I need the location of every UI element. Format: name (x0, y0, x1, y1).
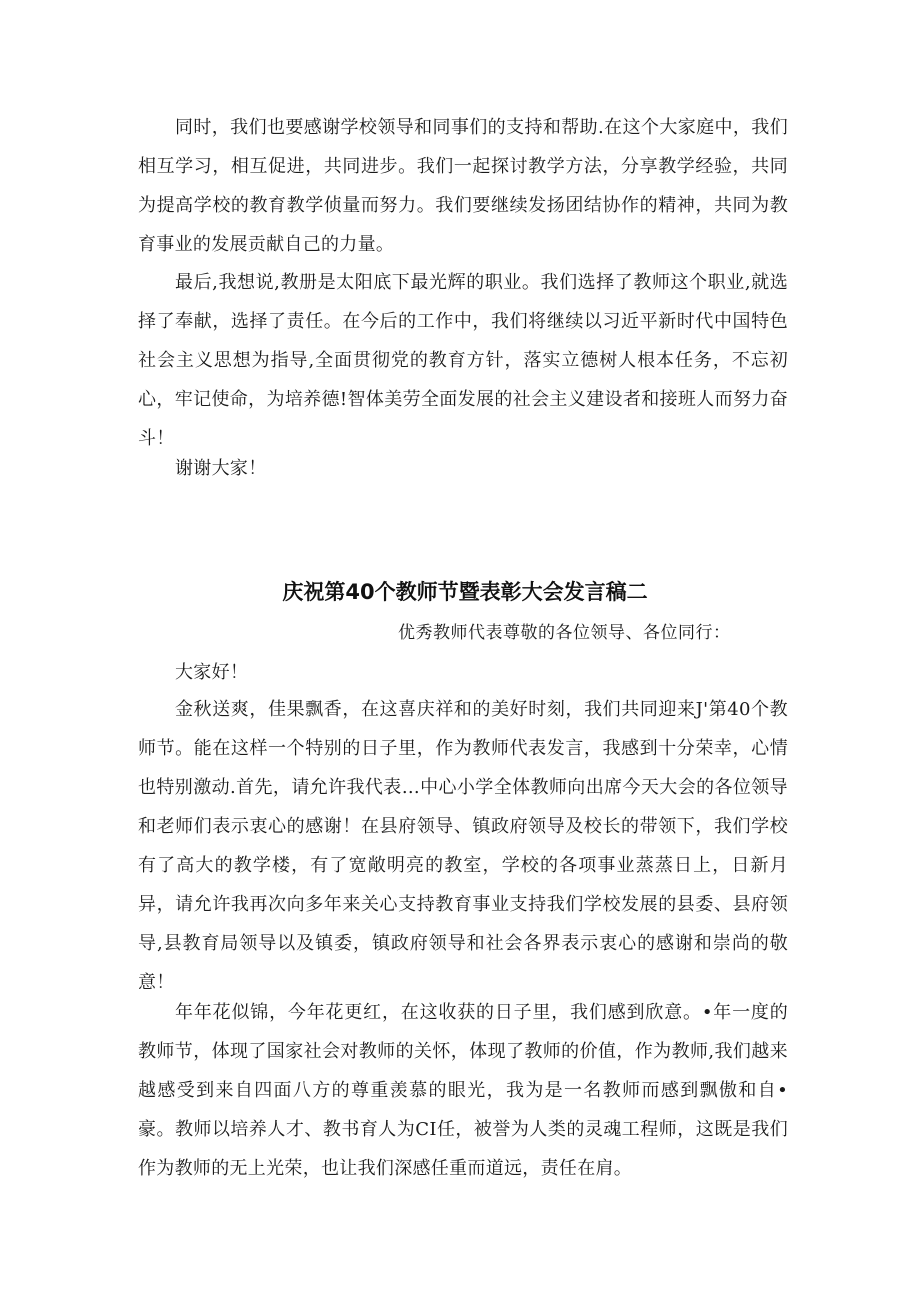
paragraph-text: 同时，我们也要感谢学校领导和同事们的支持和帮助.在这个大家庭中，我们相互学习，相互促进，共同进步。我们一起探讨教学方法，分享教学经验，共同为提高学校的教育教学侦量而努力。我们要继续发扬团结协作的精神，共同为教育事业的发展贡献自己的力量。 (138, 117, 788, 255)
paragraph-thanks-colleagues (138, 108, 788, 264)
paragraph-greeting (138, 653, 788, 692)
paragraph-thank-you (138, 449, 788, 488)
paragraph-closing (138, 263, 788, 458)
speech-subtitle: 优秀教师代表尊敬的各位领导、各位同行： (398, 623, 731, 643)
paragraph-text: 金秋送爽，佳果飘香，在这喜庆祥和的美好时刻，我们共同迎来J'第40个教师节。能在这样一个特别的日子里，作为教师代表发言，我感到十分荣幸，心情也特别激动.首先，请允许我代表…中心小学全体教师向出席今天大会的各位领导和老师们表示衷心的感谢！在县府领导、镇政府领导及校长的带领下，我们学校有了高大的教学楼，有了宽敞明亮的教室，学校的各项事业蒸蒸日上，日新月异，请允许我再次向多年来关心支持教育事业支持我们学校发展的县委、县府领导,县教育局领导以及镇委，镇政府领导和社会各界表示衷心的感谢和崇尚的敬意！ (138, 699, 788, 993)
paragraph-text: 最后,我想说,教册是太阳底下最光辉的职业。我们选择了教师这个职业,就选择了奉献，选择了责任。在今后的工作中，我们将继续以习近平新时代中国特色社会主义思想为指导,全面贯彻党的教育方针，落实立德树人根本任务，不忘初心，牢记使命，为培养德!智体美劳全面发展的社会主义建设者和接班人而努力奋斗！ (138, 272, 788, 449)
paragraph-text: 谢谢大家！ (175, 458, 267, 479)
paragraph-teacher-value (138, 993, 788, 1188)
paragraph-text: 大家好！ (175, 662, 249, 683)
speech-title: 庆祝第40个教师节暨表彰大会发言稿二 (282, 580, 648, 604)
paragraph-opening (138, 690, 788, 1002)
paragraph-text: 年年花似锦，今年花更红，在这收获的日子里，我们感到欣意。•年一度的教师节，体现了国家社会对教师的关怀，体现了教师的价值，作为教师,我们越来越感受到来自四面八方的尊重羡慕的眼光，我为是一名教师而感到飘傲和自•豪。教师以培养人才、教书育人为CI任，被誉为人类的灵魂工程师，这既是我们作为教师的无上光荣，也让我们深感任重而道远，责任在肩。 (138, 1002, 788, 1179)
